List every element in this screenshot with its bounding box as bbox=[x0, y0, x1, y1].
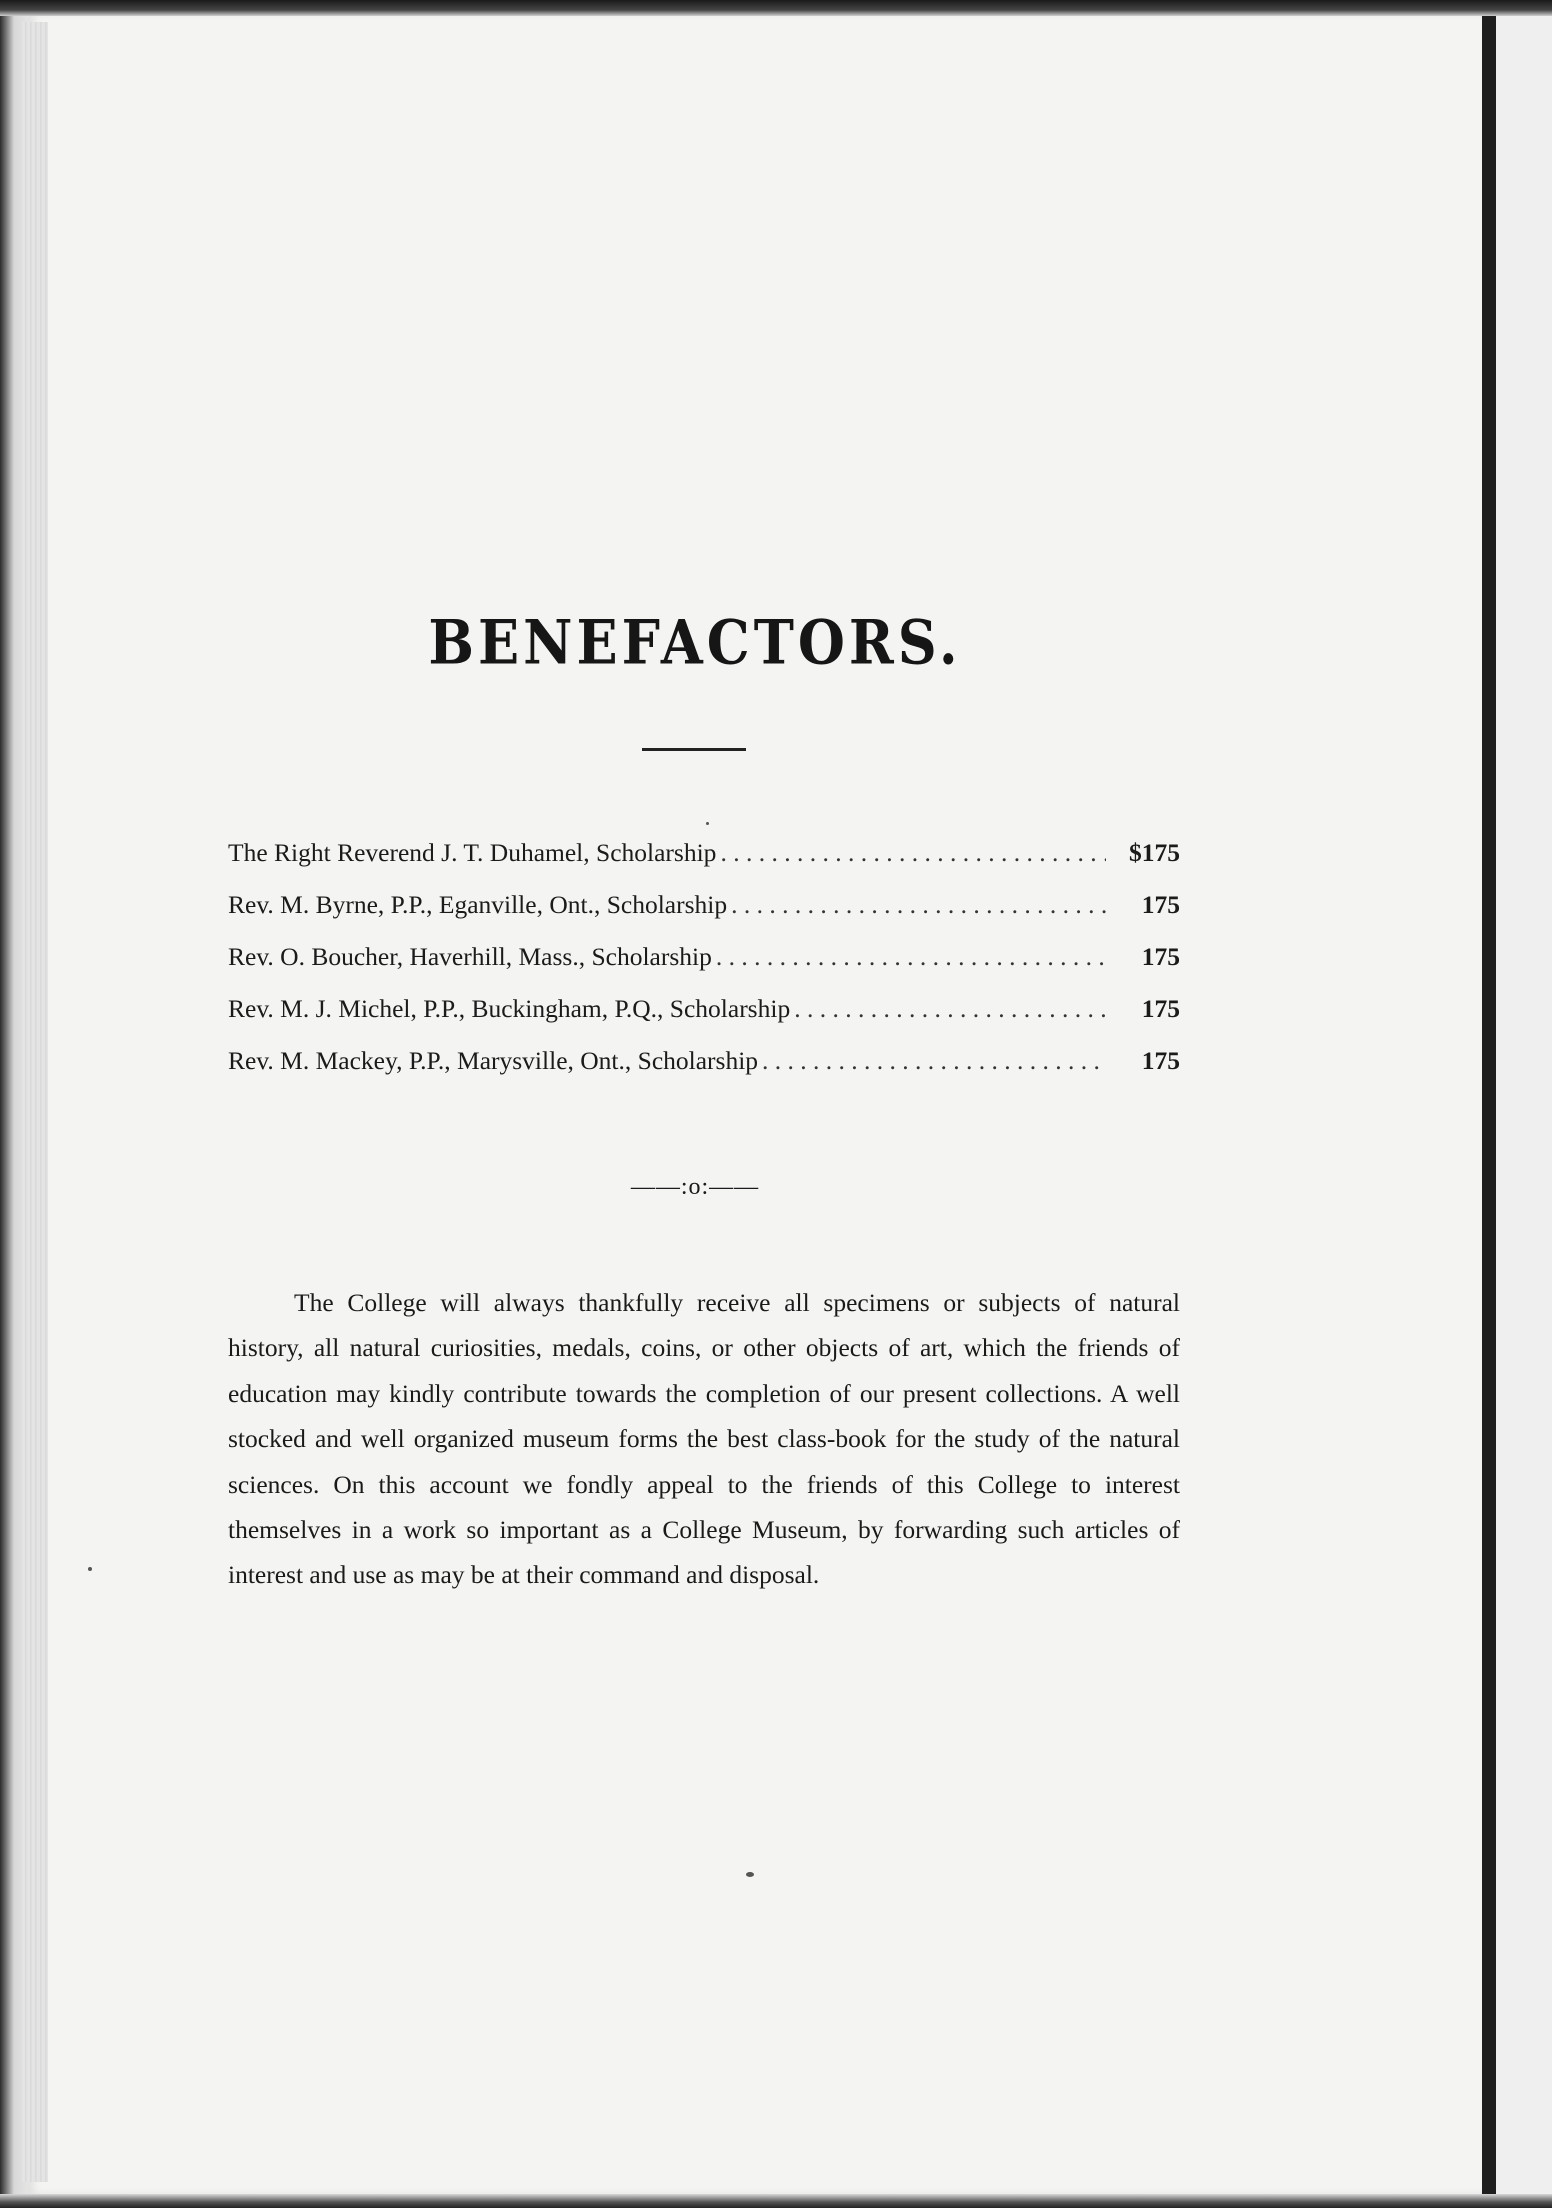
ink-speck bbox=[706, 822, 709, 825]
benefactor-name: Rev. M. Byrne, P.P., Eganville, Ont., Scholarship bbox=[228, 890, 728, 919]
dot-leader bbox=[720, 838, 1106, 868]
benefactor-name: Rev. O. Boucher, Haverhill, Mass., Scholarship bbox=[228, 942, 712, 971]
page-stack-edge bbox=[22, 22, 48, 2182]
benefactor-row bbox=[228, 942, 1180, 994]
page-title: BENEFACTORS. bbox=[428, 606, 962, 678]
benefactor-row bbox=[228, 890, 1180, 942]
dot-leader bbox=[716, 942, 1106, 972]
ink-speck bbox=[746, 1872, 754, 1877]
benefactor-amount: 175 bbox=[1141, 890, 1180, 919]
dot-leader bbox=[731, 890, 1106, 920]
dot-leader bbox=[794, 994, 1106, 1024]
museum-appeal-paragraph: The College will always thankfully receive all specimens or subjects of natural history, all natural curiosities, medals, coins, or other objects of art, which the friends of education may kindly contribute towards the completion of our present collections. A well stocked and well organized museum forms the best class-book for the study of the natural sciences. On this account we fondly appeal to the friends of this College to interest themselves in a work so important as a College Museum, by forwarding such articles of interest and use as may be at their command and disposal. bbox=[228, 1288, 1180, 1590]
page-right-border bbox=[1482, 0, 1496, 2208]
section-separator: ——:o:—— bbox=[630, 1174, 760, 1200]
benefactor-amount: 175 bbox=[1141, 942, 1180, 971]
benefactor-name: The Right Reverend J. T. Duhamel, Scholarship bbox=[228, 838, 717, 867]
benefactor-list bbox=[228, 838, 1180, 1098]
title-rule bbox=[642, 748, 746, 751]
facing-page-edge bbox=[1496, 0, 1552, 2208]
scan-top-edge bbox=[0, 0, 1552, 16]
ink-speck bbox=[88, 1567, 92, 1571]
benefactor-row bbox=[228, 1046, 1180, 1098]
benefactor-row bbox=[228, 994, 1180, 1046]
benefactor-amount: 175 bbox=[1141, 994, 1180, 1023]
book-page bbox=[28, 14, 1488, 2194]
dot-leader bbox=[762, 1046, 1106, 1076]
benefactor-name: Rev. M. J. Michel, P.P., Buckingham, P.Q., Scholarship bbox=[228, 994, 791, 1023]
benefactor-name: Rev. M. Mackey, P.P., Marysville, Ont., Scholarship bbox=[228, 1046, 759, 1075]
benefactor-amount: 175 bbox=[1141, 1046, 1180, 1075]
benefactor-amount: $175 bbox=[1129, 838, 1180, 867]
benefactor-row bbox=[228, 838, 1180, 890]
scan-bottom-edge bbox=[0, 2194, 1552, 2208]
